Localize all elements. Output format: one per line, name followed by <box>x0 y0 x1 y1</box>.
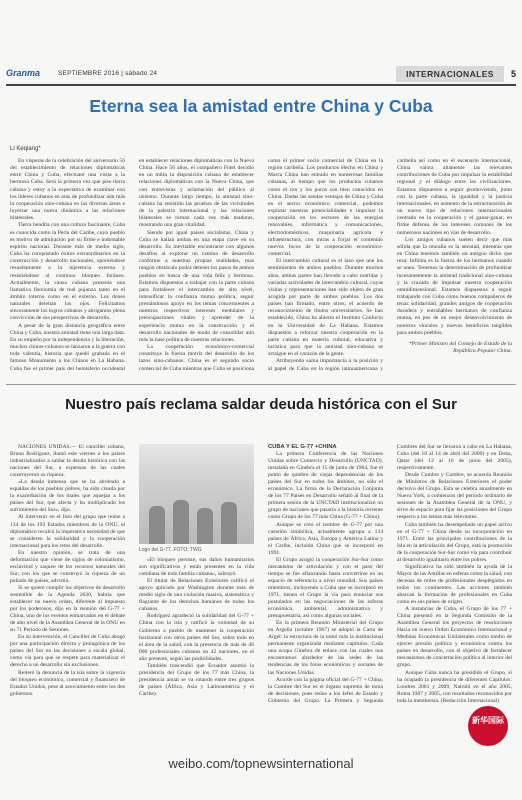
article2-paragraph: Significativa ha sido también la ayuda de la Mayor de las Antillas en esferas como la salud, con decenas de miles de profesionales desplegados en todos los continentes. Las acciones también abarcan la formación de profesionales en Cuba como en sus países de origen. <box>397 563 512 606</box>
article2-paragraph: Aunque Cuba nunca ha presidido el Grupo, sí ha ocupado la presidencia de diferentes Capítulos: Londres 2001 y 2009, Nairobi en el año 2005, Roma 1987 y 2005, con resultados reconocidos por toda la membresía. (Redacción Internacional) <box>397 669 512 704</box>
g77-logo-photo <box>139 444 254 544</box>
page-number: 5 <box>510 69 516 79</box>
article2-paragraph: También trascendió que Ecuador asumió la presidencia del Grupo de los 77 más China, la presidencia anual se va rotando entre tres grupos de países (África, Asia y Latinoamérica y el Caribe). <box>139 662 254 697</box>
article2-paragraph: A instancias de Cuba, el Grupo de los 77 + China presentó en la Segunda Comisión de la Asamblea General los proyectos de resoluciones Hacia un nuevo Orden Económico Internacional y Medidas Económicas Unilaterales como medio de ejercer presión política y económica contra los países en desarrollo, con el objetivo de fortalecer mecanismos de concertación política al interior del grupo. <box>397 606 512 669</box>
article1-paragraph: A pesar de la gran distancia geográfica entre China y Cuba, nuestra amistad tiene una larga data. En su empeño por la independencia y la liberación, muchos chinos-cubanos se lanzaron a la guerra con toda valentía, historia que quedó grabada en el famoso Monumento a los Chinos en La Habana. Cuba fue el primer país del hemisferio occidental en establecer relaciones diplomáticas con la Nueva China. Hace 56 años, el compañero Fidel decidió en un mitin la disposición cubana de establecer relaciones diplomáticas con la Nueva China, que con entrevistas y aclamación del público al unísono. Durante largo tiempo, la amistad sino-cubana ha resistido las pruebas de las vicisitudes de la palestra internacional y las relaciones bilaterales se tornan cada vez más maduras, mostrando una gran vitalidad. <box>10 158 254 372</box>
masthead <box>6 66 516 86</box>
article1-byline: Li Keqiang* <box>10 146 41 152</box>
photo-caption: Logo del G-77. FOTO: TWG <box>139 547 202 553</box>
issue-date: SEPTIEMBRE 2016 | sábado 24 <box>58 70 158 77</box>
photo-person <box>149 506 165 544</box>
section-divider <box>6 384 516 385</box>
article1-headline: Eterna sea la amistad entre China y Cuba <box>89 96 433 116</box>
article1-paragraph: El intercambio cultural es el lazo que une los sentimientos de ambos pueblos. Durante muchos años, ambas partes han llevado a cabo nutridas y variadas actividades de intercambio cultural, cuyas visitas y representaciones han sido objeto de gran acogida por parte de ambos pueblos. Los dos países han firmado, entre otros, el acuerdo de reconocimiento de títulos universitarios. Se han establecido, China ha abierto el Instituto Confucio en la Universidad de La Habana. Estamos dispuestos a reforzar nuestra cooperación en la parte cubana en materia cultural, educativa y turística para que la amistad sino-cubana se arraigue en el corazón de la gente. <box>268 258 383 358</box>
article2-paragraph: Si se quiere cumplir los objetivos de desarrollo sostenible de la Agenda 2030, habría que establecer un nuevo orden, diferente al impuesto por los poderosos, dijo en la reunión del G-77 + China, uno de los eventos enmarcados en el debate de alto nivel de la Asamblea General de la ONU en su 71 Período de Sesiones. <box>10 584 125 634</box>
article2-headline: Nuestro país reclama saldar deuda histórica con el Sur <box>65 396 457 413</box>
section-title: INTERNACIONALES <box>396 66 504 82</box>
article2-paragraph: Al intervenir en el foro del grupo que reúne a 134 de los 193 Estados miembros de la ONU, el diplomático recalcó la imperativa necesidad de que se consideren la solidaridad y la cooperación internacional para los retos del desarrollo. <box>10 514 125 549</box>
article2-body <box>10 444 512 734</box>
article2-paragraph: Aunque se creó el nombre de G-77 por una cuestión simbólica, actualmente agrupa a 134 países de África, Asia, Europa y América Latina y el Caribe, incluida China que se incorporó en 1991. <box>268 521 383 556</box>
article1-paragraph: Siendo por igual países socialistas, China y Cuba se hallan ambas en una etapa clave en su desarrollo. Es inevitable encontrarse con algunos desafíos al explorar un camino de desarrollo conforme a nuestras propias realidades, mas ningún obstáculo podrá detener los pasos de ambos pueblos en busca de una vida feliz y hermosa. Estamos dispuestos a trabajar con la parte cubana para fortalecer el intercambio de alto nivel, intensificar la confianza mutua política, seguir prestándonos apoyo en los temas concernientes a nuestros respectivos intereses medulares y preocupaciones vitales y aprender de la experiencia mutua en la construcción y el desarrollo nacionales de modo de consolidar aún más la base política de nuestras relaciones. <box>139 229 254 343</box>
article2-paragraph: En la primera Reunión Ministerial del Grupo en Argelia (octubre 1967) se adoptó la Carta de Argel: la estructura de la tomó más la institucional permanente organizada mediante capítulos. Cada una ocupa Ginebra de enlace con las cuales nos encontramos alrededor de las sedes de las tendencias de los foros económicos y sociales de las Naciones Unidas. <box>268 620 383 676</box>
article2-paragraph: El titular de Relaciones Exteriores calificó el apoyo aplicado por Washington durante más de medio siglo de una violación masiva, sistemática y flagrante de los derechos humanos de todos los cubanos. <box>139 578 254 613</box>
article2-paragraph: En nuestro opinión, se trata de una deformación que viene de siglos de colonialismo, esclavitud y saqueo de los recursos naturales del Sur, con los que se construyó la riqueza de un puñado de países, advirtió. <box>10 549 125 584</box>
article1-paragraph: La cooperación económico-comercial constituye la fuerza motriz del desarrollo de los lazos sino-cubanos. China es el segundo socio comercial de Cuba mientras que Cuba se posiciona como el primer socio comercial de China en la región caribeña. Los productos Hecho en China y Marca China han entrado en numerosas familias cubanas, al tiempo que los productos cubanos como el ron y los puros son bien conocidos en China. Dadas las sendas ventajas de China y Cuba en el sector económico comercial, podemos explotar nuestras potencialidades e impulsar la cooperación en los sectores de las energías renovables, informática y comunicaciones, electrodomésticos, maquinaria agrícola e infraestructura, con miras a forjar el contenido nuevos focos de la cooperación económico-comercial. <box>139 158 383 372</box>
article2-paragraph: NACIONES UNIDAS.— El canciller cubano, Bruno Rodríguez, llamó este viernes a los países industrializados a saldar la deuda histórica con las naciones del Sur, a expensas de las cuales construyeron su riqueza. <box>10 444 125 479</box>
article2-paragraph: «La deuda inmensa que se ha abriendo a espaldas de los pueblos pobres, ha sido creada por la exacerbación de los males que aquejan a los países del Sur, que afecta y ha multiplicado los sufrimientos del Sur», dijo. <box>10 479 125 514</box>
article1-paragraph: En vísperas de la celebración del aniversario 56 del establecimiento de relaciones diplomáticas entre China y Cuba, efectuaré una visita a la hermosa Cuba. Será la primera vez que pise tierra cubana y estoy a la expectativa de examinar con los líderes cubanos en aras de profundizar aún más la cooperación sino-cubana en las diversas áreas e inyectar una nueva dinámica a las relaciones bilaterales. <box>10 158 125 222</box>
article1-paragraph: Atribuyendo suma importancia a la posición y al papel de Cuba en la región latinoamericana y caribeña así como en el escenario internacional, China valora altamente las relevantes contribuciones de Cuba por impulsar la estabilidad regional y el diálogo entre las civilizaciones. Estamos dispuestos a seguir promoviendo, junto con la parte cubana, la igualdad y la justicia internacionales, en aumento de la estructuración de un nuevo tipo de relaciones internacionales centrado en la cooperación y el ganar-ganar, en firme defensa de los intereses comunes de los numerosos naciones en vías de desarrollo. <box>268 158 512 372</box>
article2-paragraph: Acorde con la página oficial del G-77 + China, la Cumbre del Sur es el órgano supremo de toma de decisiones, pues reúne a los Jefes de Estado y Gobierno del Grupo. La Primera y Segunda Cumbres del Sur se llevaron a cabo en La Habana, Cuba (del 10 al 14 de abril del 2000) y en Doha, Qatar (del 12 al 16 de junio del 2005), respectivamente. <box>268 444 512 704</box>
photo-person <box>221 502 237 544</box>
article2-paragraph: «El bloqueo persiste, sus daños humanitarios son significativos y están presentes en la vida cotidiana de todo familia cubana», subrayó. <box>139 557 254 578</box>
article2-paragraph: Reiteró la denuncia de la isla sobre la vigencia del bloqueo económico, comercial y financiero de Estados Unidos, pese al acercamiento entre los dos gobiernos. <box>10 669 125 697</box>
photo-person <box>197 508 213 544</box>
article2-paragraph: El Grupo acogió la cooperación Sur-Sur como mecanismo de articulación y con el paso del tiempo se fue afianzando hasta convertirse en un espacio de referencia a nivel mundial. Sus países miembros, incluyendo a Cuba que se incorporó en 1971, tienen el Grupo la vía para enunciar sus postulados en las negociaciones de las esferas económica, ambiental, administrativa y presupuestaria, así como algunas sociales. <box>268 556 383 620</box>
article2-paragraph: Rodríguez agradeció la solidaridad del G-77 + China con la isla y ratificó la voluntad de su Gobierno a pueblo de mantener la cooperación horizontal con otros países del Sur, sobre todo en el área de la salud, con la presencia de más de 46 000 profesionales cubanos en 42 naciones, en el año presente, según las posibilidades. <box>139 613 254 662</box>
article2-paragraph: Desde Cumbre y Cumbre, se acuerda Reunión de Ministros de Relaciones Exteriores el poder decisivo del Grupo. Esta se celebra anualmente en Nueva York, a comienzos del período ordinario de sesiones de la Asamblea General de la ONU, y sirve de espacio para fijar las posiciones del Grupo respecto a los temas más relevantes. <box>397 472 512 521</box>
article1-body <box>10 158 512 376</box>
article1-paragraph: Los amigos cubanos suelen decir que más sólida que la muralla es la amistad, mientras que en China tenemos también un antiguo dicho que reza: Infinita es la fuerza de los hermanos cuando se unen. Tenemos la determinación de profundizar incesantemente la amistad tradicional sino-cubana y la cruzada de impulsar nuestra cooperación omnidimensional. Estamos dispuestos a seguir trabajando con Cuba como buenos compañeros de tenaz solidaridad, grandes amigos de cooperación duradera y entrañables hermanos de confianza mutua, en pos de un mejor desenvolvimiento de nuestros vínculos y nuevos beneficios tangibles para ambos pueblos. <box>397 236 512 336</box>
weibo-watermark: weibo.com/topnewsinternational <box>168 756 354 771</box>
article1-signature: *Primer Ministro del Consejo de Estado de la República Popular China. <box>408 340 512 355</box>
xinhua-watermark-badge <box>468 706 508 746</box>
article1-paragraph: Tierra bendita con una cultura fascinante, Cuba es conocida como la Perla del Caribe, cuyo pueblo es motivo de admiración por su firme e indomable espíritu nacional. Durante más de medio siglo, Cuba ha conquistado éxitos extraordinarios en la construcción y desarrollo nacionales, oponiéndose resueltamente a la injerencia externa y resistiéndose al continuo bloqueo foráneo. Actualmente, la causa cubana presenta una llamativa fisonomía de real pujanza tanto en el ámbito interno como en el externo. Los dones naturales deleitan los ojos. Felicitamos sinceramente los logros cubanos y abrigamos plena convicción de sus perspectivas de desarrollo. <box>10 222 125 322</box>
newspaper-logo: Granma <box>6 68 41 78</box>
photo-person <box>173 500 189 544</box>
article2-paragraph: En su intervención, el Canciller de Cuba abogó por una participación directa y protagónica de los países del Sur en las decisiones a escala global, como vía para que se respete para materializar el derecho a un desarrollo sin exclusiones. <box>10 634 125 669</box>
article2-paragraph: La primera Conferencia de las Naciones Unidas sobre Comercio y Desarrollo (UNCTAD), instalada en Ginebra el 15 de junio de 1964, fue el punto de quiebre de viejas dependencias de los países del Sur en todos los ámbitos, no sólo el económico. La firma de la Declaración Conjunta de los 77 Países en Desarrollo señaló al final de la primera sesión de la UNCTAD institucionalizó un grupo de naciones que pasaría a la historia reciente como Grupo de los 77 más China (G-77 + China). <box>268 451 383 521</box>
article2-subheading: CUBA Y EL G-77 +CHINA <box>268 444 337 450</box>
watermark-badge-text: 新华国际 <box>472 716 504 725</box>
article2-paragraph: Cuba también ha desempeñado un papel activo en el G-77 + China desde su incorporación en 1971. Entre las principales contribuciones de la Isla en la articulación del Grupo, está la promoción de la cooperación Sur-Sur como vía para contribuir al desarrollo igualitario entre los pobres. <box>397 521 512 563</box>
